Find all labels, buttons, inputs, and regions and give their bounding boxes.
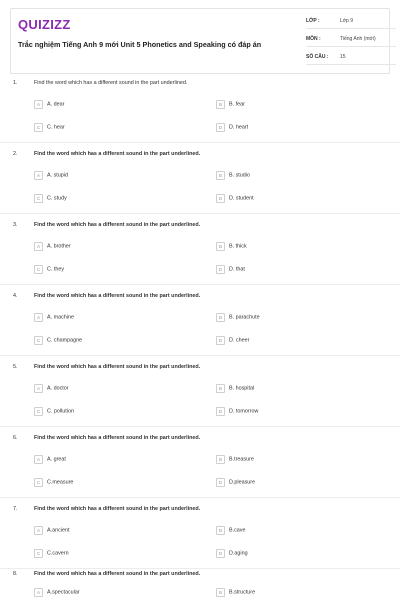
option-letter-box: A (34, 100, 43, 109)
option-letter-box: D (216, 123, 225, 132)
option-b[interactable] (216, 171, 250, 180)
option-label: A. great (47, 456, 66, 463)
question-number: 2. (13, 151, 18, 157)
meta-row-question-count (306, 51, 396, 65)
worksheet-meta (306, 15, 396, 69)
option-letter-box: D (216, 478, 225, 487)
option-letter-box: A (34, 171, 43, 180)
option-d[interactable] (216, 478, 255, 487)
question-number: 8. (13, 571, 18, 577)
option-letter-box: A (34, 313, 43, 322)
option-c[interactable] (34, 336, 82, 345)
option-b[interactable] (216, 455, 254, 464)
option-label: B. fear (229, 101, 245, 108)
option-letter-box: B (216, 526, 225, 535)
option-letter-box: C (34, 549, 43, 558)
option-label: B.cave (229, 527, 246, 534)
option-a[interactable] (34, 242, 71, 251)
option-letter-box: A (34, 455, 43, 464)
meta-row-subject (306, 33, 396, 47)
option-label: C. hear (47, 124, 65, 131)
question-item (0, 426, 400, 497)
question-text: Find the word which has a different sound in the part underlined. (34, 435, 201, 441)
option-label: A.spectacular (47, 589, 80, 596)
option-label: B. parachute (229, 314, 260, 321)
option-label: A. doctor (47, 385, 69, 392)
option-letter-box: A (34, 384, 43, 393)
question-number: 3. (13, 222, 18, 228)
meta-row-class (306, 15, 396, 29)
option-label: A. brother (47, 243, 71, 250)
question-text: Find the word which has a different sound in the part underlined. (34, 506, 201, 512)
option-label: A. dear (47, 101, 65, 108)
option-letter-box: C (34, 194, 43, 203)
meta-label: SỐ CÂU : (306, 54, 329, 60)
option-letter-box: D (216, 407, 225, 416)
question-number: 4. (13, 293, 18, 299)
meta-value: Tiếng Anh (mới) (340, 36, 376, 42)
option-letter-box: C (34, 478, 43, 487)
question-text: Find the word which has a different sound in the part underlined. (34, 364, 201, 370)
option-b[interactable] (216, 242, 247, 251)
option-letter-box: B (216, 313, 225, 322)
option-d[interactable] (216, 123, 248, 132)
option-c[interactable] (34, 478, 73, 487)
option-label: C. they (47, 266, 65, 273)
meta-label: MÔN : (306, 36, 321, 42)
option-label: B. studio (229, 172, 250, 179)
option-letter-box: B (216, 384, 225, 393)
question-item (0, 568, 400, 599)
option-letter-box: A (34, 242, 43, 251)
option-b[interactable] (216, 100, 245, 109)
option-b[interactable] (216, 526, 245, 535)
question-item (0, 284, 400, 355)
option-label: D. tomorrow (229, 408, 259, 415)
option-letter-box: C (34, 265, 43, 274)
quizizz-logo: QUIZIZZ (18, 17, 71, 32)
option-c[interactable] (34, 265, 64, 274)
question-number: 6. (13, 435, 18, 441)
option-letter-box: D (216, 265, 225, 274)
option-letter-box: B (216, 588, 225, 597)
option-label: C. pollution (47, 408, 74, 415)
option-d[interactable] (216, 194, 254, 203)
option-b[interactable] (216, 588, 255, 597)
option-label: C. champagne (47, 337, 83, 344)
option-a[interactable] (34, 100, 64, 109)
option-label: A.ancient (47, 527, 70, 534)
option-a[interactable] (34, 526, 69, 535)
option-letter-box: D (216, 549, 225, 558)
option-letter-box: C (34, 123, 43, 132)
option-label: C. study (47, 195, 67, 202)
option-label: B. thick (229, 243, 247, 250)
option-d[interactable] (216, 549, 248, 558)
option-a[interactable] (34, 313, 74, 322)
option-label: A. stupid (47, 172, 68, 179)
option-label: A. machine (47, 314, 74, 321)
option-label: D. student (229, 195, 254, 202)
option-label: D. heart (229, 124, 249, 131)
option-label: C.measure (47, 479, 74, 486)
option-letter-box: D (216, 194, 225, 203)
worksheet-header (10, 8, 390, 74)
meta-value: Lớp 9 (340, 18, 354, 24)
question-text: Find the word which has a different sound in the part underlined. (34, 80, 188, 86)
question-item (0, 355, 400, 426)
question-item (0, 142, 400, 213)
option-label: B. hospital (229, 385, 255, 392)
question-text: Find the word which has a different sound in the part underlined. (34, 293, 201, 299)
question-number: 7. (13, 506, 18, 512)
option-letter-box: C (34, 336, 43, 345)
option-a[interactable] (34, 171, 68, 180)
question-number: 1. (13, 80, 18, 86)
option-c[interactable] (34, 407, 74, 416)
question-text: Find the word which has a different sound in the part underlined. (34, 151, 201, 157)
option-b[interactable] (216, 384, 254, 393)
option-c[interactable] (34, 194, 67, 203)
option-label: C.cavern (47, 550, 69, 557)
option-letter-box: C (34, 407, 43, 416)
option-label: D.aging (229, 550, 248, 557)
option-c[interactable] (34, 549, 69, 558)
option-a[interactable] (34, 455, 66, 464)
question-text: Find the word which has a different sound in the part underlined. (34, 222, 201, 228)
option-a[interactable] (34, 384, 69, 393)
question-item (0, 213, 400, 284)
option-label: B.treasure (229, 456, 254, 463)
option-letter-box: B (216, 455, 225, 464)
option-label: B.structure (229, 589, 256, 596)
option-letter-box: A (34, 588, 43, 597)
question-text: Find the word which has a different sound in the part underlined. (34, 571, 201, 577)
option-a[interactable] (34, 588, 80, 597)
question-number: 5. (13, 364, 18, 370)
option-letter-box: B (216, 242, 225, 251)
option-label: D. cheer (229, 337, 250, 344)
question-item (0, 72, 400, 142)
option-d[interactable] (216, 336, 249, 345)
option-letter-box: D (216, 336, 225, 345)
option-letter-box: B (216, 100, 225, 109)
meta-label: LỚP : (306, 18, 320, 24)
option-c[interactable] (34, 123, 65, 132)
option-b[interactable] (216, 313, 260, 322)
option-d[interactable] (216, 265, 245, 274)
option-label: D. that (229, 266, 245, 273)
page-title: Trắc nghiệm Tiếng Anh 9 mới Unit 5 Phonetics and Speaking có đáp án (18, 40, 262, 49)
question-list (0, 72, 400, 599)
question-item (0, 497, 400, 568)
option-letter-box: A (34, 526, 43, 535)
meta-value: 15 (340, 54, 346, 60)
option-label: D.pleasure (229, 479, 256, 486)
option-d[interactable] (216, 407, 258, 416)
option-letter-box: B (216, 171, 225, 180)
